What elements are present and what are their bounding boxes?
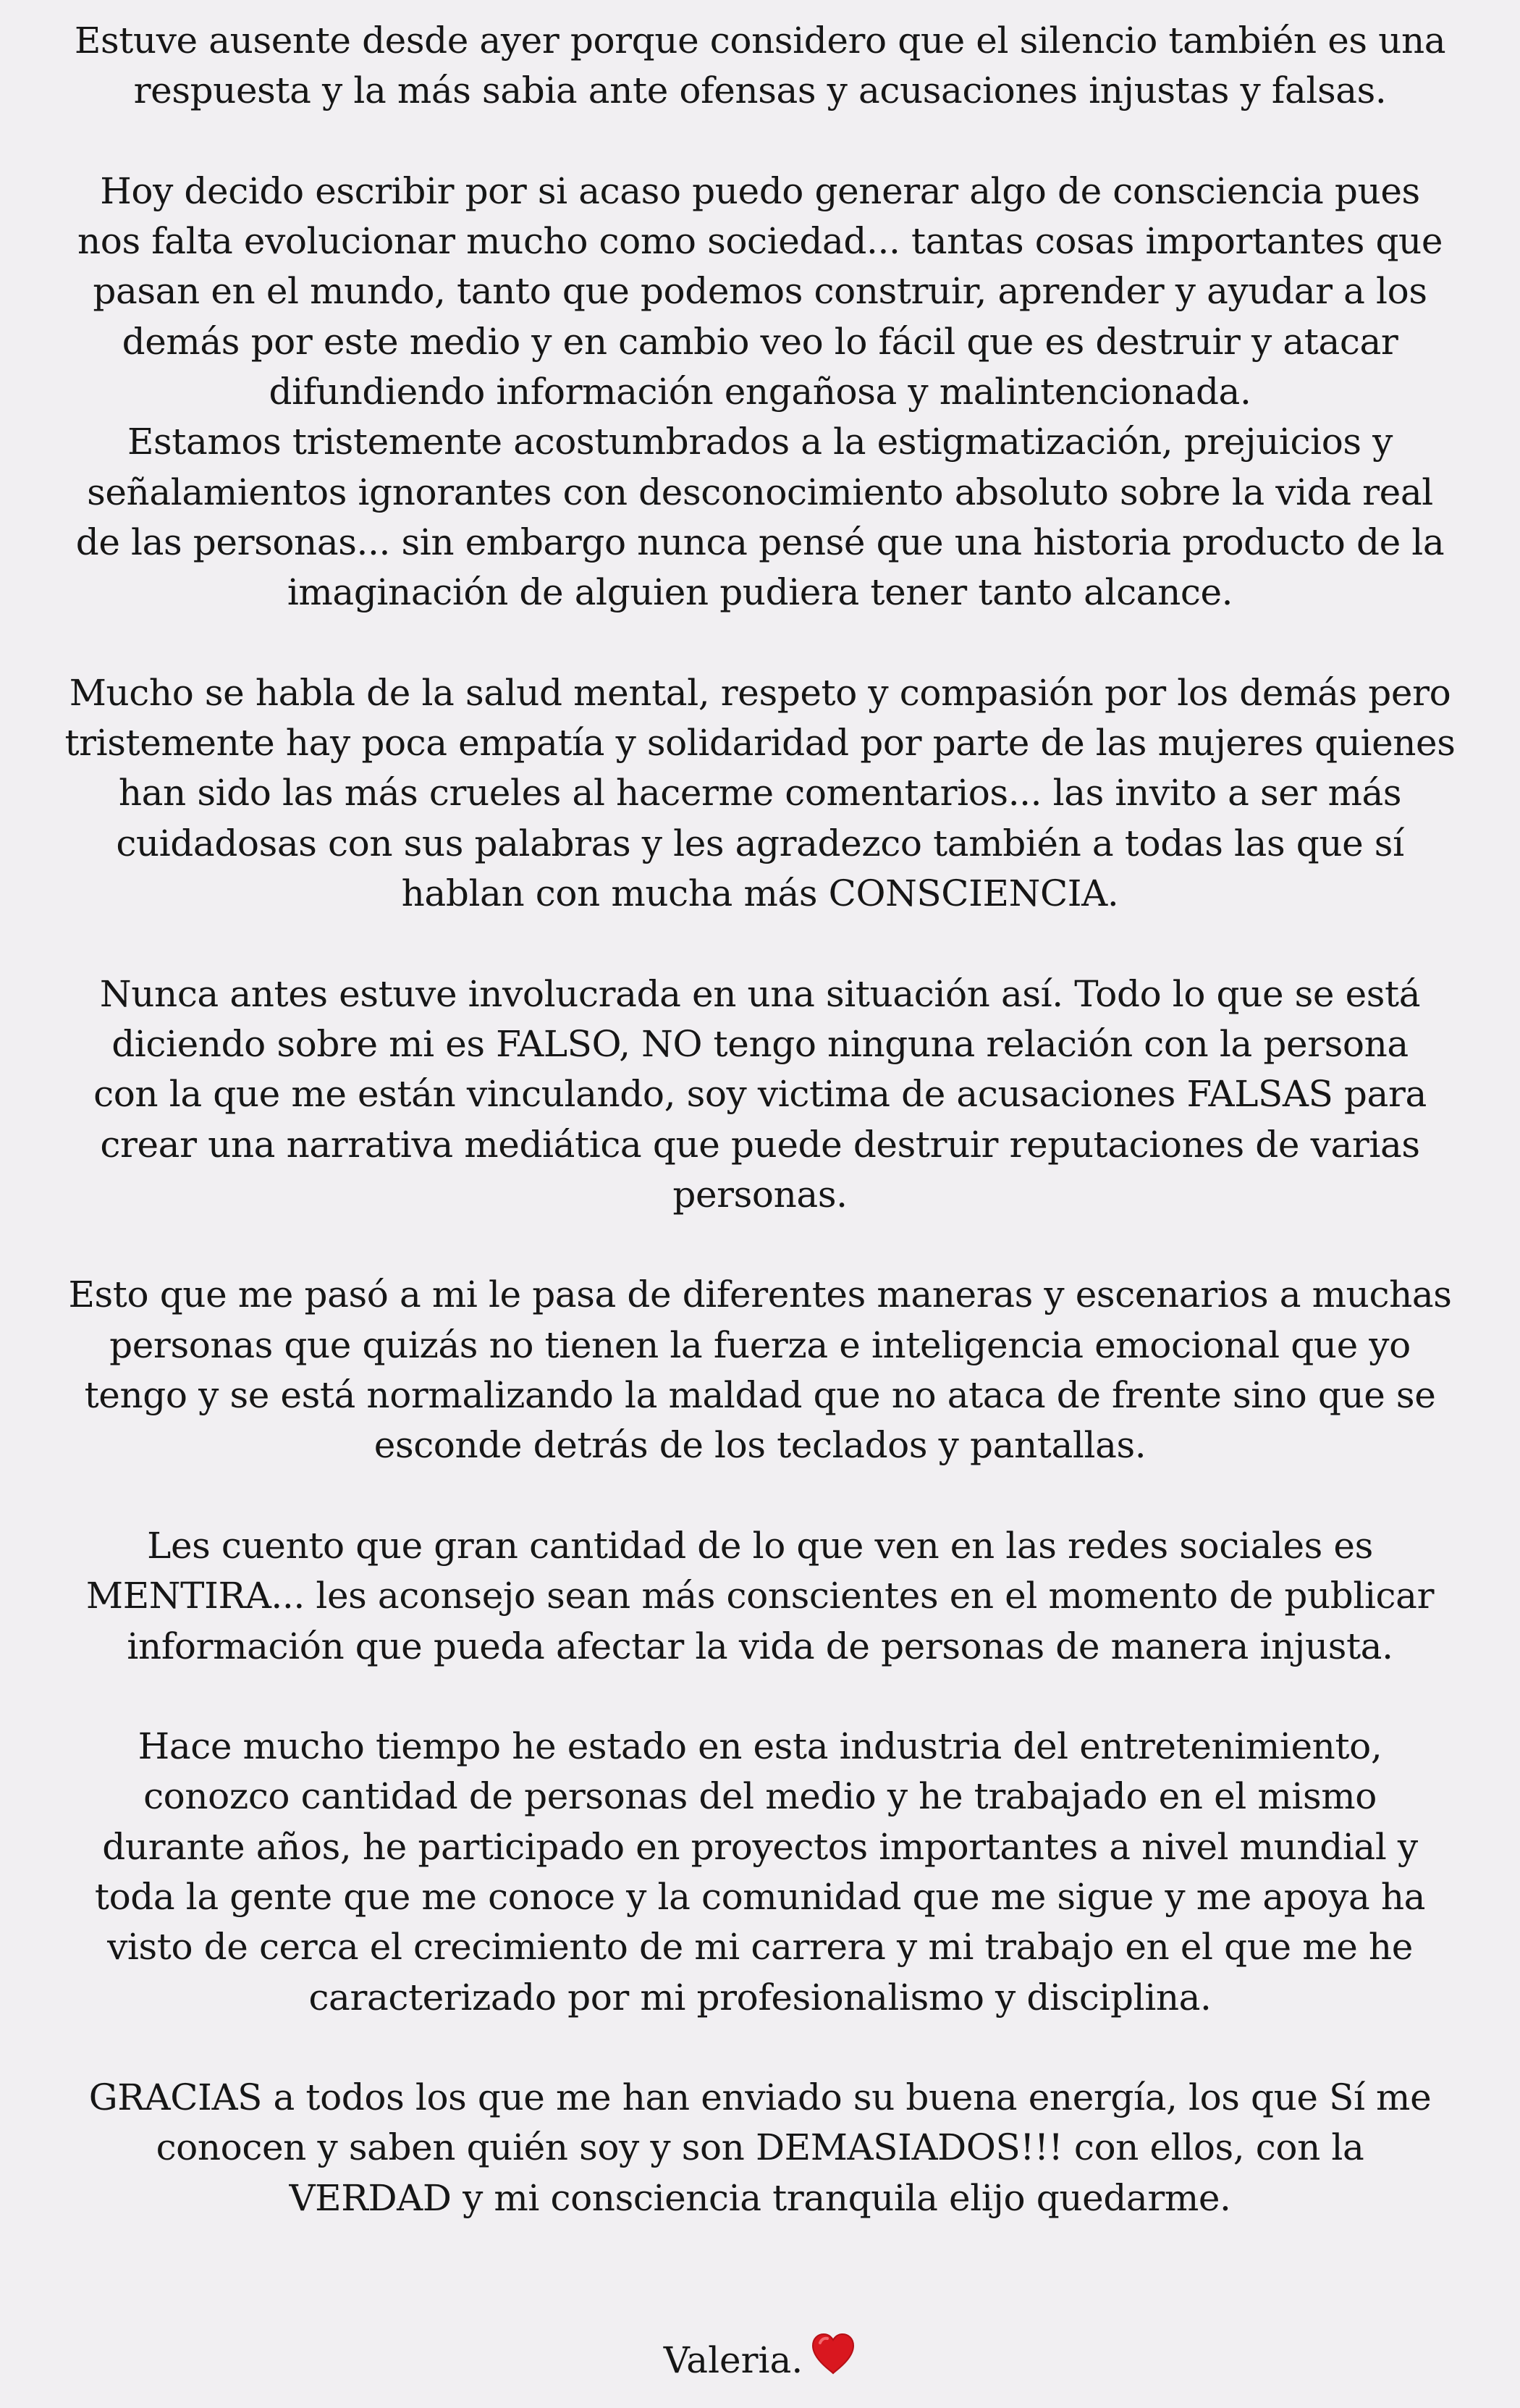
text-line: nos falta evolucionar mucho como sociedad... tantas cosas importantes que [77, 220, 1443, 263]
text-line: Esto que me pasó a mi le pasa de diferentes maneras y escenarios a muchas [68, 1274, 1452, 1316]
text-line: crear una narrativa mediática que puede destruir reputaciones de varias [100, 1123, 1420, 1166]
text-line: información que pueda afectar la vida de personas de manera injusta. [127, 1625, 1393, 1667]
text-line: de las personas... sin embargo nunca pensé que una historia producto de la [75, 521, 1445, 563]
text-line: Hace mucho tiempo he estado en esta industria del entretenimiento, [138, 1725, 1382, 1768]
text-line: MENTIRA... les aconsejo sean más conscientes en el momento de publicar [85, 1575, 1435, 1617]
text-line: Estamos tristemente acostumbrados a la estigmatización, prejuicios y [127, 421, 1393, 463]
text-line: personas que quizás no tienen la fuerza e inteligencia emocional que yo [109, 1323, 1411, 1366]
text-line: tristemente hay poca empatía y solidaridad por parte de las mujeres quienes [64, 722, 1456, 765]
text-line: tengo y se está normalizando la maldad que no ataca de frente sino que se [84, 1374, 1436, 1417]
text-line: visto de cerca el crecimiento de mi carrera y mi trabajo en el que me he [107, 1926, 1413, 1969]
text-line: diciendo sobre mi es FALSO, NO tengo ninguna relación con la persona [111, 1022, 1409, 1065]
text-line: Mucho se habla de la salud mental, respeto y compasión por los demás pero [69, 671, 1451, 714]
heart-icon [810, 2331, 856, 2389]
paragraph-3 [51, 417, 1469, 618]
text-line: personas. [672, 1173, 848, 1216]
signature-name: Valeria. [663, 2339, 803, 2381]
text-line: caracterizado por mi profesionalismo y disciplina. [308, 1976, 1212, 2018]
signature-line [0, 2334, 1520, 2392]
paragraph-9 [51, 2073, 1469, 2223]
text-line: pasan en el mundo, tanto que podemos construir, aprender y ayudar a los [93, 270, 1427, 313]
text-line: toda la gente que me conoce y la comunidad que me sigue y me apoya ha [94, 1875, 1426, 1918]
paragraph-7 [51, 1521, 1469, 1672]
text-line: durante años, he participado en proyectos importantes a nivel mundial y [102, 1825, 1418, 1868]
text-line: esconde detrás de los teclados y pantallas. [373, 1424, 1147, 1467]
text-line: conozco cantidad de personas del medio y he trabajado en el mismo [143, 1775, 1377, 1818]
text-line: con la que me están vinculando, soy victima de acusaciones FALSAS para [93, 1073, 1427, 1116]
text-line: respuesta y la más sabia ante ofensas y acusaciones injustas y falsas. [133, 70, 1387, 112]
text-line: Les cuento que gran cantidad de lo que ven en las redes sociales es [147, 1524, 1373, 1567]
text-line: señalamientos ignorantes con desconocimiento absoluto sobre la vida real [87, 471, 1433, 513]
text-line: GRACIAS a todos los que me han enviado su buena energía, los que Sí me [88, 2076, 1432, 2119]
story-message [51, 16, 1469, 2273]
text-line: Hoy decido escribir por si acaso puedo generar algo de consciencia pues [100, 169, 1420, 212]
text-line: han sido las más crueles al hacerme comentarios... las invito a ser más [118, 772, 1402, 814]
paragraph-4 [51, 668, 1469, 919]
text-line: cuidadosas con sus palabras y les agradezco también a todas las que sí [116, 822, 1404, 864]
paragraph-8 [51, 1722, 1469, 2023]
text-line: Estuve ausente desde ayer porque considero que el silencio también es una [74, 20, 1446, 62]
text-line: VERDAD y mi consciencia tranquila elijo quedarme. [289, 2176, 1231, 2219]
paragraph-2 [51, 167, 1469, 417]
text-line: hablan con mucha más CONSCIENCIA. [401, 872, 1119, 915]
paragraph-5 [51, 969, 1469, 1220]
paragraph-1 [51, 16, 1469, 117]
text-line: Nunca antes estuve involucrada en una situación así. Todo lo que se está [99, 972, 1421, 1015]
text-line: demás por este medio y en cambio veo lo fácil que es destruir y atacar [122, 320, 1398, 363]
text-line: imaginación de alguien pudiera tener tanto alcance. [287, 571, 1233, 614]
text-line: difundiendo información engañosa y malintencionada. [269, 371, 1251, 413]
paragraph-6 [51, 1270, 1469, 1470]
text-line: conocen y saben quién soy y son DEMASIADOS!!! con ellos, con la [156, 2126, 1364, 2169]
